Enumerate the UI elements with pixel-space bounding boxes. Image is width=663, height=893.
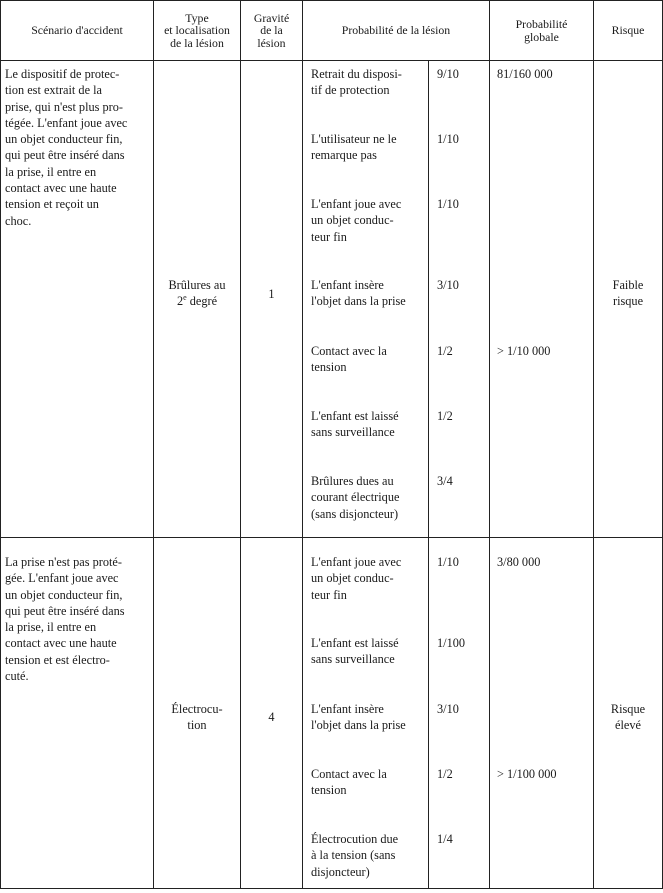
scenario-2-step-5-prob: 1/4 — [437, 832, 453, 846]
scenario-2-step-3-prob: 3/10 — [437, 702, 459, 716]
scenario-1-description: Le dispositif de protec- tion est extrait de la prise, qui n'est plus pro- tégée. L'enfant joue avec un objet conducteur fin, qui peut être inséré dans la prise, il entre en contact avec une haute tension et reçoit un choc. — [5, 67, 128, 228]
scenario-1-severity: 1 — [268, 287, 275, 301]
scenario-2-overall-exact: 3/80 000 — [497, 555, 541, 569]
scenario-1-step-3-prob: 1/10 — [437, 197, 459, 211]
header-bottom-rule — [0, 60, 663, 61]
col-rule-1 — [153, 0, 154, 889]
scenario-2-step-3-event: L'enfant insère l'objet dans la prise — [311, 702, 406, 733]
table-bottom-rule — [0, 888, 663, 889]
header-severity: Gravité de la lésion — [253, 10, 290, 50]
scenario-1-overall-exact: 81/160 000 — [497, 67, 553, 81]
scenario-2-step-1-event: L'enfant joue avec un objet conduc- teur fin — [311, 555, 402, 602]
col-rule-3 — [302, 0, 303, 889]
scenario-1-injury-suffix: degré — [186, 294, 218, 309]
scenario-1-step-3-event: L'enfant joue avec un objet conduc- teur fin — [311, 197, 402, 244]
scenario-2-step-4-prob: 1/2 — [437, 767, 453, 781]
scenario-2-step-1-prob: 1/10 — [437, 555, 459, 569]
scenario-1-step-5-prob: 1/2 — [437, 344, 453, 358]
scenario-2-step-2-prob: 1/100 — [437, 636, 466, 650]
col-rule-5 — [593, 0, 594, 889]
scenario-1-overall-approx: > 1/10 000 — [497, 344, 551, 358]
scenario-2-injury-type: Électrocu- tion — [171, 702, 223, 733]
scenario-2-step-5-event: Électrocution due à la tension (sans disjoncteur) — [311, 832, 399, 879]
col-rule-2 — [240, 0, 241, 889]
scenario-1-step-6-event: L'enfant est laissé sans surveillance — [311, 409, 399, 440]
scenario-1-injury-prefix: Brûlures au 2 — [168, 278, 226, 309]
header-injury-type: Type et localisation de la lésion — [164, 10, 230, 50]
scenario-1-risk: Faible risque — [612, 278, 644, 309]
scenario-1-step-7-prob: 3/4 — [437, 474, 453, 488]
scenario-2-severity: 4 — [268, 710, 275, 724]
scenario-2-description: La prise n'est pas proté- gée. L'enfant joue avec un objet conducteur fin, qui peut être inséré dans la prise, il entre en contact avec une haute tension et est électro- cuté. — [5, 555, 125, 684]
col-rule-4 — [489, 0, 490, 889]
scenario-1-step-2-event: L'utilisateur ne le remarque pas — [311, 132, 397, 163]
header-probability: Probabilité de la lésion — [341, 23, 451, 38]
scenario-1-step-5-event: Contact avec la tension — [311, 344, 387, 375]
scenario-2-step-4-event: Contact avec la tension — [311, 767, 387, 798]
scenario-separator-rule — [0, 537, 663, 538]
table-left-rule — [0, 0, 1, 889]
header-scenario: Scénario d'accident — [31, 23, 123, 38]
scenario-1-step-1-event: Retrait du disposi- tif de protection — [311, 67, 402, 98]
col-rule-event-prob — [428, 61, 429, 889]
scenario-1-step-4-event: L'enfant insère l'objet dans la prise — [311, 278, 406, 309]
scenario-1-step-2-prob: 1/10 — [437, 132, 459, 146]
header-risk: Risque — [611, 23, 645, 38]
scenario-1-injury-superscript: e — [183, 293, 187, 303]
scenario-2-risk: Risque élevé — [610, 702, 646, 733]
scenario-1-injury-type — [154, 277, 240, 310]
scenario-1-step-6-prob: 1/2 — [437, 409, 453, 423]
scenario-1-step-7-event: Brûlures dues au courant électrique (sans disjoncteur) — [311, 474, 400, 521]
scenario-1-step-1-prob: 9/10 — [437, 67, 459, 81]
header-overall-probability: Probabilité globale — [515, 17, 568, 44]
scenario-2-overall-approx: > 1/100 000 — [497, 767, 557, 781]
scenario-2-step-2-event: L'enfant est laissé sans surveillance — [311, 636, 399, 667]
scenario-1-step-4-prob: 3/10 — [437, 278, 459, 292]
